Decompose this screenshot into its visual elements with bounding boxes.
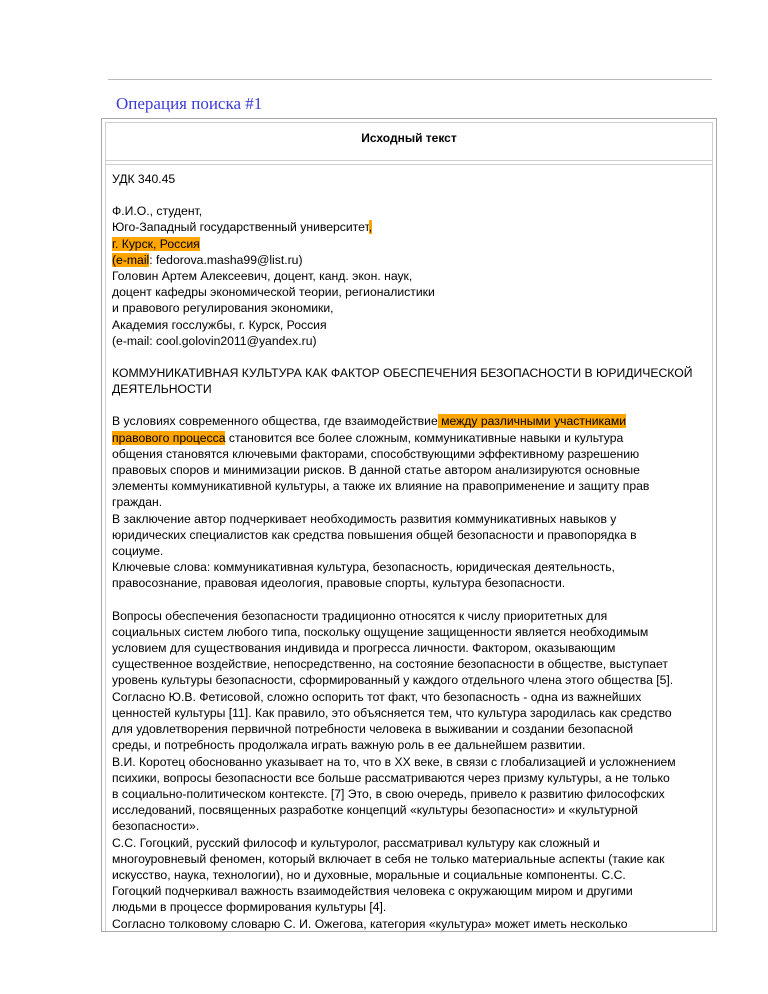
abstract-line: граждан. <box>112 495 163 510</box>
body-line: безопасности». <box>112 819 200 834</box>
match-highlight: г. Курск, Россия <box>112 236 200 251</box>
body-line: в социально-политическом контексте. [7] Это, в свою очередь, привело к развитию философских <box>112 786 665 801</box>
source-text <box>112 171 708 931</box>
body-line: уровень культуры безопасности, сформированный у каждого отдельного члена этого общества [5]. <box>112 673 674 688</box>
abstract-line: В заключение автор подчеркивает необходимость развития коммуникативных навыков у <box>112 511 617 526</box>
body-line: Гогоцкий подчеркивал важность взаимодействия человека с окружающим миром и другими <box>112 884 633 899</box>
abstract-line: правовых споров и минимизации рисков. В данной статье автором анализируются основные <box>112 463 640 478</box>
article-title-line: ДЕЯТЕЛЬНОСТИ <box>112 382 212 397</box>
udk-line: УДК 340.45 <box>112 172 176 186</box>
author-line: и правового регулирования экономики, <box>112 301 334 316</box>
abstract-line: элементы коммуникативной культуры, а также их влияние на правоприменение и защиту прав <box>112 479 650 494</box>
body-line: Согласно толковому словарю С. И. Ожегова, категория «культура» может иметь несколько <box>112 916 628 931</box>
abstract-line <box>112 430 708 446</box>
search-operation-title: Операция поиска #1 <box>116 94 263 113</box>
match-highlight: , <box>368 220 373 235</box>
body-line: ценностей культуры [11]. Как правило, это объясняется тем, что культура зародилась как средство <box>112 705 672 720</box>
author-line: доцент кафедры экономической теории, регионалистики <box>112 285 435 300</box>
body-line: социальных систем любого типа, поскольку ощущение защищенности является необходимым <box>112 624 649 639</box>
abstract-line: общения становятся ключевыми факторами, способствующими эффективному разрешению <box>112 446 640 461</box>
body-line: условием для существования индивида и прогресса личности. Фактором, оказывающим <box>112 641 616 656</box>
author-line: Ф.И.О., студент, <box>112 204 203 219</box>
text-span: становится все более сложным, коммуникативные навыки и культура <box>225 430 624 445</box>
table-header: Исходный текст <box>106 123 712 161</box>
text-span: Юго-Западный государственный университет <box>112 220 369 235</box>
author-line: Академия госслужбы, г. Курск, Россия <box>112 317 327 332</box>
body-line: В.И. Коротец обоснованно указывает на то, что в XX веке, в связи с глобализацией и усложнением <box>112 754 676 769</box>
body-line: существенное воздействие, непосредственно, на состояние безопасности в обществе, выступает <box>112 657 669 672</box>
keywords-line: Ключевые слова: коммуникативная культура, безопасность, юридическая деятельность, <box>112 560 615 575</box>
body-line: многоуровневый феномен, который включает в себя не только материальные аспекты (такие как <box>112 851 665 866</box>
body-line: людьми в процессе формирования культуры [4]. <box>112 900 387 915</box>
body-line: психики, вопросы безопасности все больше рассматриваются через призму культуры, а не только <box>112 770 670 785</box>
match-highlight: между различными участниками <box>437 414 627 429</box>
body-line: среды, и потребность продолжала играть важную роль в ее дальнейшем развитии. <box>112 738 586 753</box>
text-span: : fedorova.masha99@list.ru) <box>149 252 303 267</box>
text-span: В условиях современного общества, где взаимодействие <box>112 414 438 429</box>
keywords-line: правосознание, правовая идеология, правовые спорты, культура безопасности. <box>112 576 566 591</box>
source-text-table <box>101 118 717 932</box>
body-line: для удовлетворения первичной потребности человека в выживании и создании безопасной <box>112 722 634 737</box>
abstract-line <box>112 413 708 429</box>
author-line <box>112 219 708 235</box>
horizontal-rule <box>108 79 712 80</box>
article-title-line: КОММУНИКАТИВНАЯ КУЛЬТУРА КАК ФАКТОР ОБЕСПЕЧЕНИЯ БЕЗОПАСНОСТИ В ЮРИДИЧЕСКОЙ <box>112 366 693 381</box>
body-line: исследований, посвященных разработке концепций «культуры безопасности» и «культурной <box>112 803 638 818</box>
author-line <box>112 236 708 252</box>
abstract-line: социуме. <box>112 544 164 559</box>
body-line: Вопросы обеспечения безопасности традиционно относятся к числу приоритетных для <box>112 608 608 623</box>
author-line: (e-mail: cool.golovin2011@yandex.ru) <box>112 333 317 348</box>
body-line: искусство, наука, технологии), но и духовные, моральные и социальные компоненты. С.С. <box>112 867 626 882</box>
table-inner-frame <box>105 122 713 931</box>
source-text-cell <box>106 164 712 931</box>
abstract-line: юридических специалистов как средства повышения общей безопасности и правопорядка в <box>112 527 637 542</box>
match-highlight: (e-mail <box>112 252 150 267</box>
body-line: С.С. Гогоцкий, русский философ и культуролог, рассматривал культуру как сложный и <box>112 835 600 850</box>
match-highlight: правового процесса <box>112 430 226 445</box>
author-line <box>112 252 708 268</box>
author-line: Головин Артем Алексеевич, доцент, канд. экон. наук, <box>112 269 413 284</box>
body-line: Согласно Ю.В. Фетисовой, сложно оспорить тот факт, что безопасность - одна из важнейших <box>112 689 642 704</box>
